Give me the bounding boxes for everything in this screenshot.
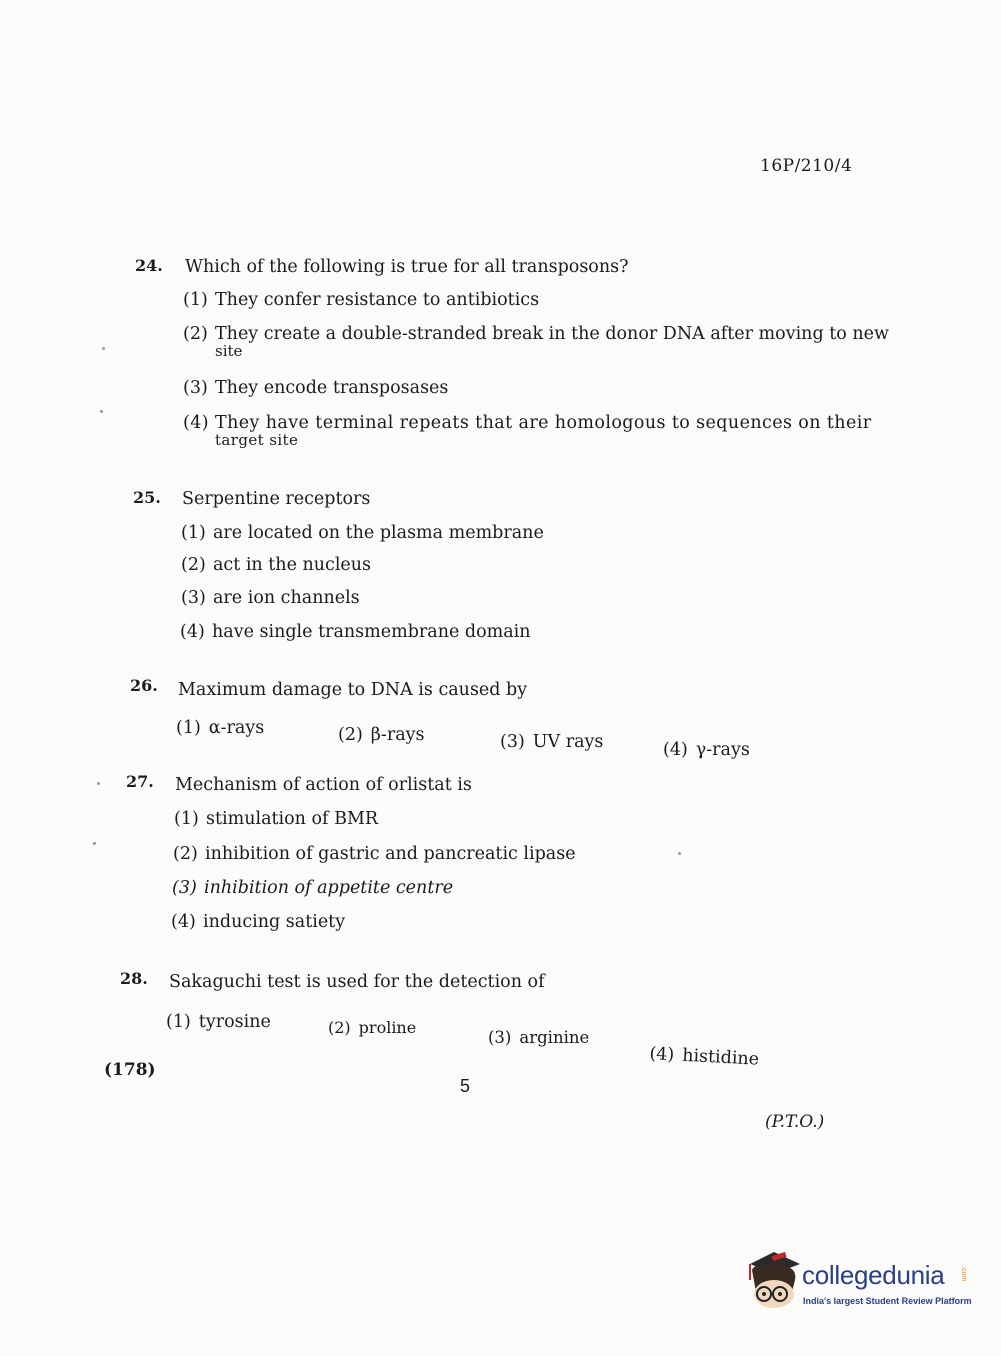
option: (3) They encode transposases [183, 378, 449, 398]
option: (4) inducing satiety [171, 912, 346, 932]
paper-code: 16P/210/4 [760, 156, 853, 176]
option: (1) tyrosine [166, 1012, 271, 1032]
option: (4) have single transmembrane domain [180, 622, 531, 642]
option: (4) They have terminal repeats that are homologous to sequences on their target site [183, 413, 872, 449]
option: (2) They create a double-stranded break in the donor DNA after moving to new site [183, 324, 889, 360]
question-number: 24. [135, 256, 163, 275]
option: (1) stimulation of BMR [174, 809, 379, 829]
collegedunia-logo[interactable] [744, 1250, 972, 1320]
scan-speck [93, 842, 96, 845]
option: (4) γ-rays [663, 740, 750, 760]
option: (1) α-rays [176, 718, 265, 738]
question-text: Which of the following is true for all transposons? [185, 257, 629, 277]
option: (2) proline [328, 1018, 417, 1037]
question-text: Mechanism of action of orlistat is [175, 775, 472, 795]
option: (2) inhibition of gastric and pancreatic lipase [173, 844, 576, 864]
option: (1) They confer resistance to antibiotics [183, 290, 540, 310]
logo-wordmark: collegedunia [802, 1260, 945, 1290]
question-number: 28. [120, 969, 148, 988]
mascot-icon [744, 1250, 804, 1314]
logo-tagline: India's largest Student Review Platform [803, 1296, 972, 1306]
pto-note: (P.T.O.) [765, 1112, 825, 1132]
question-text: Serpentine receptors [182, 489, 371, 509]
page-number: 5 [460, 1076, 471, 1096]
option: (3) are ion channels [181, 588, 360, 608]
option: (4) histidine [648, 1044, 760, 1070]
option: (3) arginine [488, 1028, 590, 1047]
set-code: (178) [104, 1060, 156, 1080]
option: (2) act in the nucleus [181, 555, 372, 575]
question-number: 25. [133, 488, 161, 507]
question-number: 27. [126, 772, 154, 791]
option: (3) inhibition of appetite centre [172, 878, 454, 898]
logo-com-suffix: .com [960, 1266, 967, 1282]
scan-speck [97, 782, 100, 785]
scan-speck [100, 410, 103, 413]
option: (1) are located on the plasma membrane [181, 523, 544, 543]
question-text: Maximum damage to DNA is caused by [178, 680, 528, 700]
question-number: 26. [130, 676, 158, 695]
scan-speck [678, 852, 681, 855]
option: (2) β-rays [338, 725, 425, 745]
question-text: Sakaguchi test is used for the detection of [169, 972, 545, 992]
scan-speck [102, 347, 105, 350]
option: (3) UV rays [500, 732, 604, 752]
